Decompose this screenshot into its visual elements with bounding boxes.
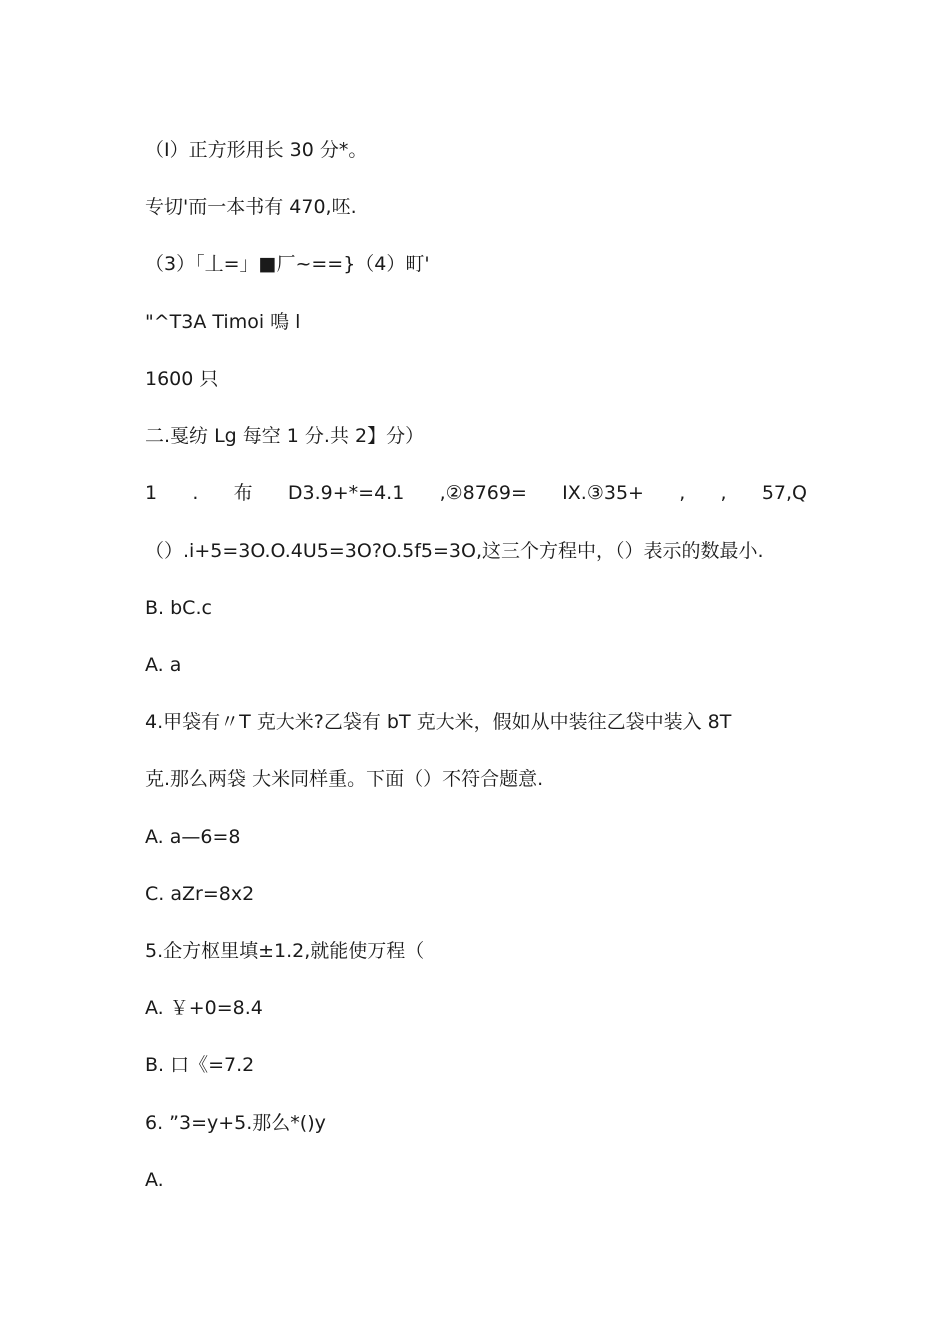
text-fragment: ,②8769= xyxy=(439,482,527,504)
text-line: "^T3A Timoi 鳴 l xyxy=(145,311,301,333)
text-fragment: . xyxy=(192,482,199,504)
text-fragment: IX.③35+ xyxy=(562,482,644,504)
question-number: 1 xyxy=(145,482,158,504)
answer-option: B. 口《=7.2 xyxy=(145,1054,255,1076)
answer-option: A. a—6=8 xyxy=(145,826,241,848)
text-fragment: , xyxy=(720,482,727,504)
text-line: 1600 只 xyxy=(145,368,219,390)
answer-option: A. a xyxy=(145,654,182,676)
text-fragment: 57,Q xyxy=(761,482,807,504)
question-line: 4.甲袋有〃T 克大米?乙袋有 bT 克大米，假如从中装往乙袋中装入 8T xyxy=(145,711,732,733)
text-line: （I）正方形用长 30 分*。 xyxy=(145,139,368,161)
answer-option: C. aZr=8x2 xyxy=(145,883,255,905)
text-fragment: , xyxy=(679,482,686,504)
text-fragment: D3.9+*=4.1 xyxy=(287,482,405,504)
text-line: （）.i+5=3O.O.4U5=3O?O.5f5=3O,这三个方程中，（）表示的数最小. xyxy=(145,540,764,562)
answer-option: A. xyxy=(145,1169,164,1191)
text-line: （3）「丄=」■厂~==}（4）町' xyxy=(145,253,430,275)
question-1-line xyxy=(145,480,807,506)
question-line: 6. ”3=y+5.那么*()y xyxy=(145,1112,326,1134)
question-line: 5.企方枢里填±1.2,就能使万程（ xyxy=(145,940,425,962)
text-fragment: 布 xyxy=(233,482,253,504)
answer-option: B. bC.c xyxy=(145,597,212,619)
answer-option: A. ￥+0=8.4 xyxy=(145,997,263,1019)
text-line: 专切'而一本书有 470,呸. xyxy=(145,196,357,218)
text-line: 克.那么两袋 大米同样重。下面（）不符合题意. xyxy=(145,768,544,790)
section-heading: 二.戛纺 Lg 每空 1 分.共 2】分） xyxy=(145,425,425,447)
